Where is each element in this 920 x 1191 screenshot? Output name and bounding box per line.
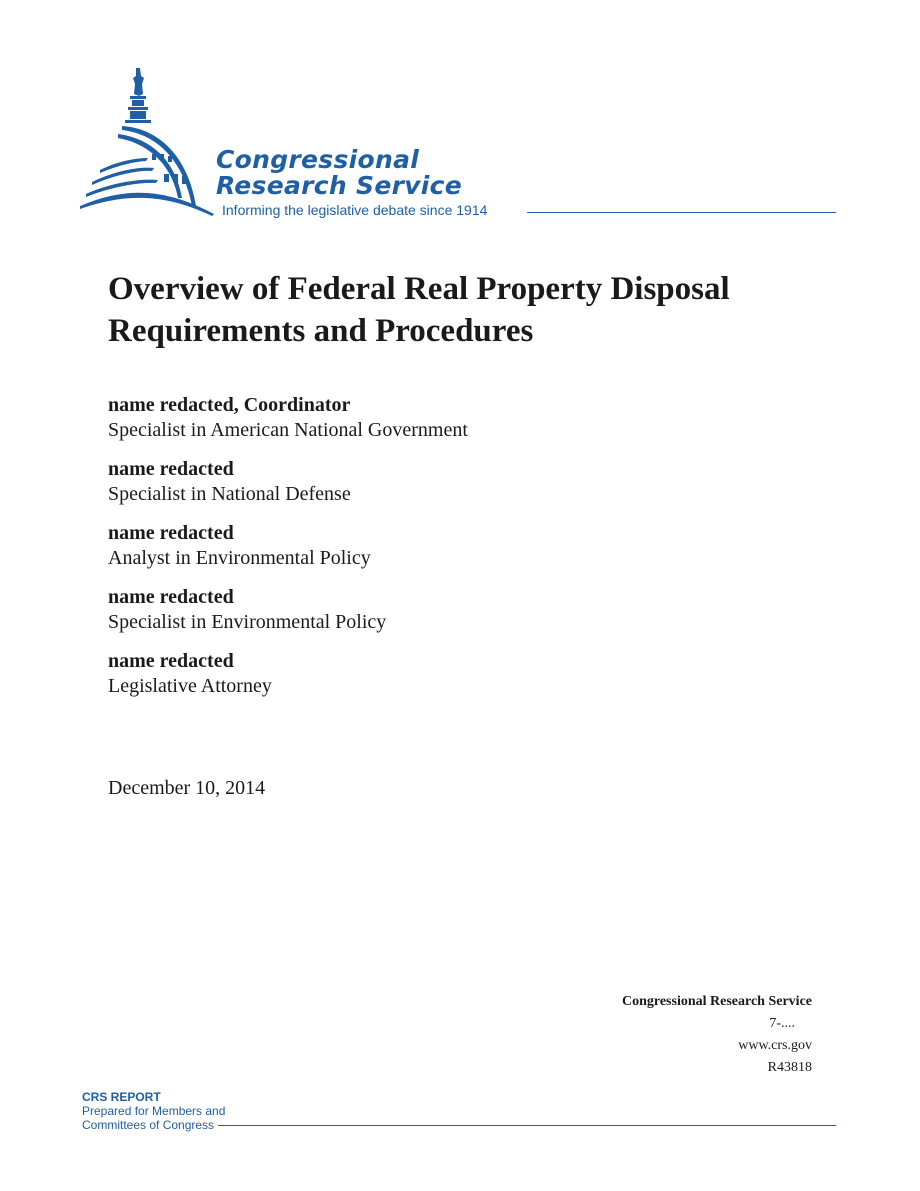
footer-org: Congressional Research Service xyxy=(621,994,812,1009)
author-title: Analyst in Environmental Policy xyxy=(108,547,371,569)
publication-date: December 10, 2014 xyxy=(108,777,266,799)
author-entry xyxy=(108,393,808,443)
author-title: Legislative Attorney xyxy=(108,675,272,697)
crs-report-mark xyxy=(82,1090,225,1132)
brand-name-line2: Research Service xyxy=(216,171,463,200)
footer-website[interactable]: www.crs.gov xyxy=(738,1038,812,1053)
footer-phone: 7-.... xyxy=(769,1016,795,1031)
footer-rule xyxy=(218,1125,836,1126)
report-number: R43818 xyxy=(767,1060,812,1075)
author-name: name redacted xyxy=(108,458,234,480)
contact-block xyxy=(622,991,812,1079)
author-title: Specialist in Environmental Policy xyxy=(108,611,387,633)
author-entry xyxy=(108,457,808,507)
author-name: name redacted, Coordinator xyxy=(108,394,351,416)
author-title: Specialist in National Defense xyxy=(108,483,351,505)
crs-report-header: CRS REPORT xyxy=(82,1090,161,1104)
author-title: Specialist in American National Government xyxy=(108,419,468,441)
capitol-dome-logo xyxy=(78,66,218,218)
author-name: name redacted xyxy=(108,650,234,672)
author-name: name redacted xyxy=(108,586,234,608)
author-name: name redacted xyxy=(108,522,234,544)
author-list xyxy=(108,393,808,713)
author-entry xyxy=(108,649,808,699)
document-title: Overview of Federal Real Property Disposal Requirements and Procedures xyxy=(108,271,730,349)
crs-report-line1: Prepared for Members and xyxy=(82,1104,226,1118)
author-entry xyxy=(108,585,808,635)
author-entry xyxy=(108,521,808,571)
crs-report-line2: Committees of Congress xyxy=(82,1118,215,1132)
brand-name-line1: Congressional xyxy=(216,145,420,174)
brand-tagline: Informing the legislative debate since 1914 xyxy=(222,202,488,218)
header-rule xyxy=(527,212,836,213)
